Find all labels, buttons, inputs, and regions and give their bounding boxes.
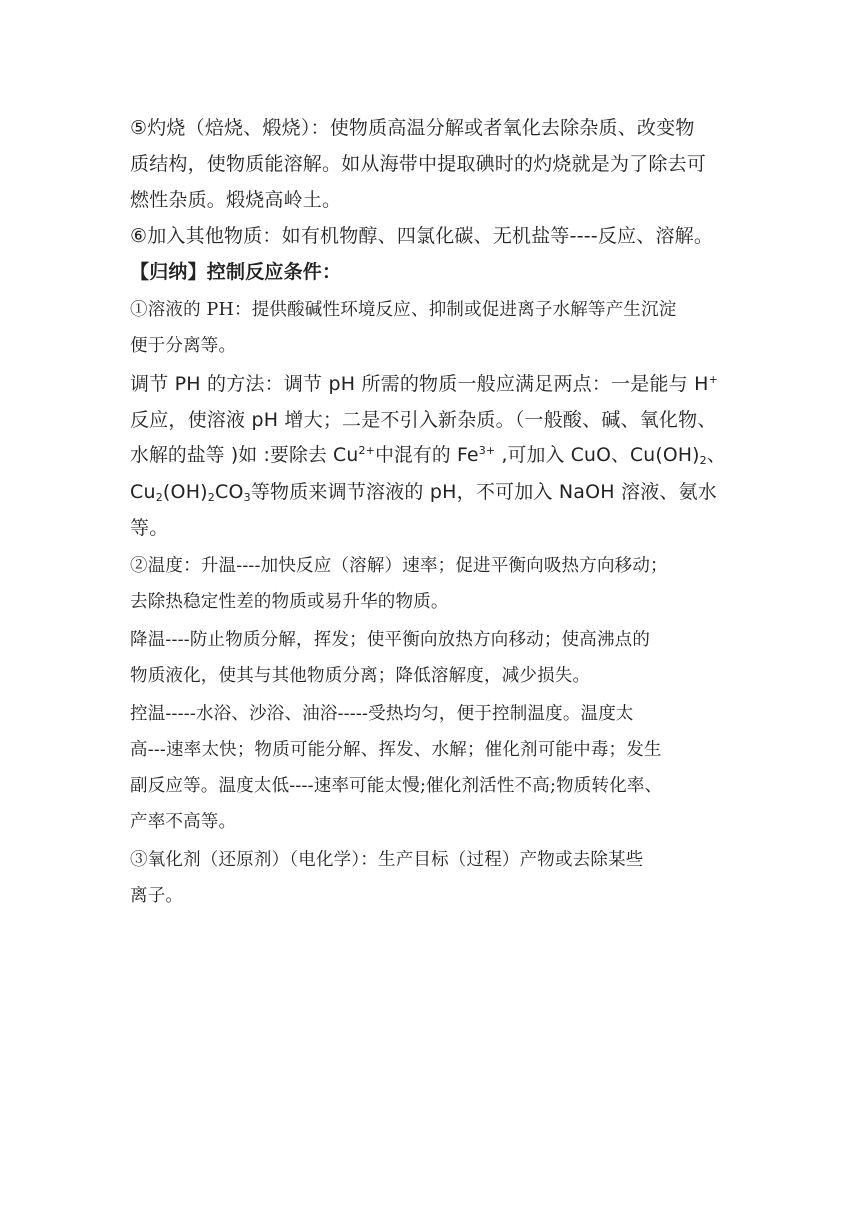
text-line: 水解的盐等 )如 :要除去 $Cu^{2+}$中混有的 $Fe^{3+}$ ,可加入 CuO、$Cu(OH)_2$、 <box>130 444 726 467</box>
document-body <box>130 110 730 914</box>
text-line: 反应，使溶液 pH 增大；二是不引入新杂质。（一般酸、碱、氧化物、 <box>130 409 717 431</box>
text-line: 物质液化，使其与其他物质分离；降低溶解度，减少损失。 <box>130 666 591 686</box>
text-line: 降温----防止物质分解，挥发；使平衡向放热方向移动；使高沸点的 <box>130 630 651 650</box>
text-line: ⑥加入其他物质：如有机物醇、四氯化碳、无机盐等----反应、溶解。 <box>130 225 714 247</box>
text-line: 便于分离等。 <box>130 336 237 356</box>
text-line: 燃性杂质。煅烧高岭土。 <box>130 189 342 211</box>
text-line: 高---速率太快；物质可能分解、挥发、水解；催化剂可能中毒；发生 <box>130 740 662 760</box>
text-line: 控温-----水浴、沙浴、油浴-----受热均匀，便于控制温度。温度太 <box>130 704 634 724</box>
text-line: 去除热稳定性差的物质或易升华的物质。 <box>130 592 449 612</box>
paragraph-oxidant <box>130 842 730 914</box>
text-line: $Cu_2(OH)_2CO_3$等物质来调节溶液的 pH，不可加入 NaOH 溶液、氨水 <box>130 481 717 504</box>
text-line: ①溶液的 PH：提供酸碱性环境反应、抑制或促进离子水解等产生沉淀 <box>130 300 677 320</box>
text-line: 等。 <box>130 517 169 539</box>
text-line: 副反应等。温度太低----速率可能太慢;催化剂活性不高;物质转化率、 <box>130 776 663 796</box>
summary-heading: 【归纳】控制反应条件： <box>130 261 342 283</box>
paragraph-temperature <box>130 548 730 620</box>
paragraph-ph-method <box>130 366 730 546</box>
text-line: 产率不高等。 <box>130 812 237 832</box>
text-line: ②温度：升温----加快反应（溶解）速率；促进平衡向吸热方向移动； <box>130 556 668 576</box>
text-line: ⑤灼烧（焙烧、煅烧）：使物质高温分解或者氧化去除杂质、改变物 <box>130 117 695 139</box>
paragraph-temperature-control <box>130 696 730 840</box>
text-line: 质结构，使物质能溶解。如从海带中提取碘时的灼烧就是为了除去可 <box>130 153 707 175</box>
paragraph-cooling <box>130 622 730 694</box>
paragraph-other-substances <box>130 218 730 254</box>
paragraph-roasting <box>130 110 730 218</box>
paragraph-solution-ph <box>130 292 730 364</box>
text-line: 调节 PH 的方法：调节 pH 所需的物质一般应满足两点：一是能与 H+ <box>130 373 719 395</box>
text-line: 离子。 <box>130 886 184 906</box>
text-line: ③氧化剂（还原剂）（电化学）：生产目标（过程）产物或去除某些 <box>130 850 644 870</box>
